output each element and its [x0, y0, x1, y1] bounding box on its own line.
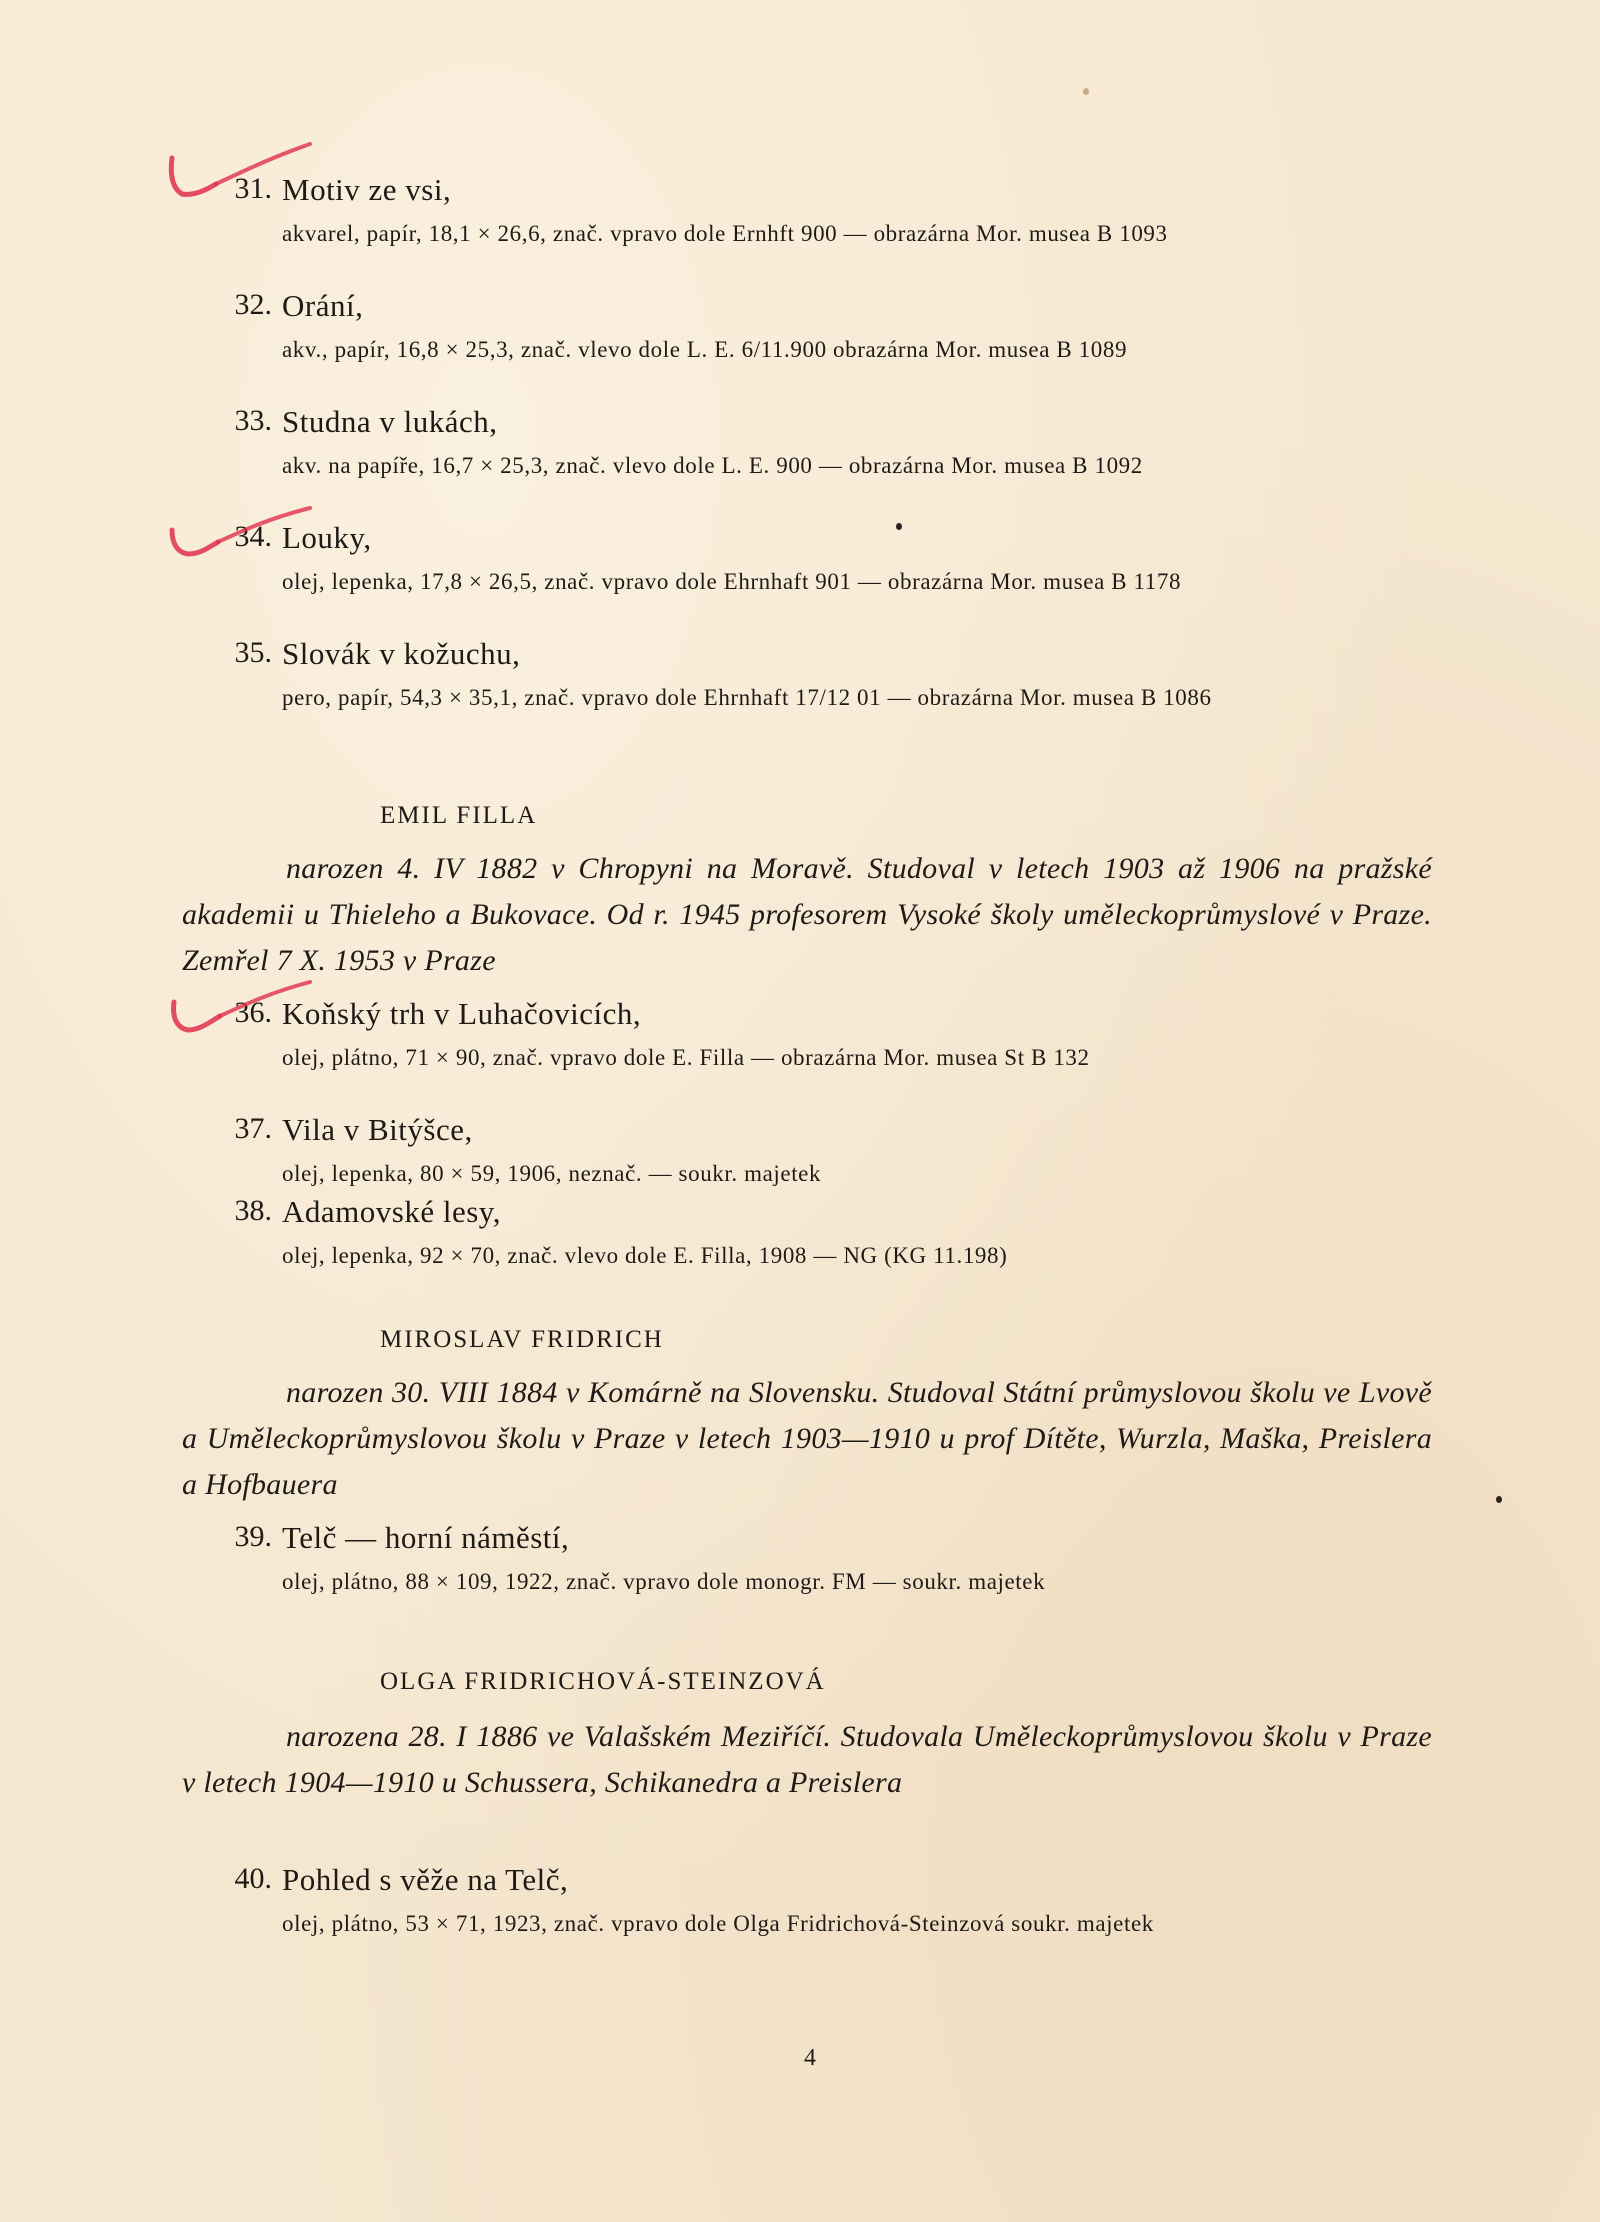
entry-description: olej, lepenka, 17,8 × 26,5, znač. vpravo dole Ehrnhaft 901 — obrazárna Mor. musea B 1178 [282, 569, 1182, 594]
entry-description: olej, lepenka, 80 × 59, 1906, neznač. — soukr. majetek [282, 1161, 822, 1186]
ink-speck [896, 523, 902, 530]
artist-name: MIROSLAV FRIDRICH [380, 1326, 664, 1353]
entry-description: olej, plátno, 71 × 90, znač. vpravo dole E. Filla — obrazárna Mor. musea St B 132 [282, 1045, 1090, 1070]
entry-number: 37. [234, 1112, 272, 1145]
entry-title: Studna v lukách, [282, 404, 498, 439]
entry-number: 40. [234, 1862, 272, 1895]
artist-biography: narozena 28. I 1886 ve Valašském Meziříčí. Studovala Uměleckoprůmyslovou školu v Praze v letech 1904—1910 u Schussera, Schikanedra a Preislera [182, 1720, 1432, 1799]
entry-description: akvarel, papír, 18,1 × 26,6, znač. vpravo dole Ernhft 900 — obrazárna Mor. musea B 1093 [282, 221, 1168, 246]
entry-title: Louky, [282, 520, 372, 555]
ink-speck [1496, 1496, 1502, 1503]
entry-number: 38. [234, 1194, 272, 1227]
artist-name: OLGA FRIDRICHOVÁ-STEINZOVÁ [380, 1668, 826, 1695]
entry-description: akv., papír, 16,8 × 25,3, znač. vlevo dole L. E. 6/11.900 obrazárna Mor. musea B 1089 [282, 337, 1128, 362]
entry-number: 35. [234, 636, 272, 669]
entry-title: Telč — horní náměstí, [282, 1520, 570, 1555]
entry-number: 34. [234, 520, 272, 553]
artist-name: EMIL FILLA [380, 802, 538, 829]
entry-number: 33. [234, 404, 272, 437]
entry-description: pero, papír, 54,3 × 35,1, znač. vpravo dole Ehrnhaft 17/12 01 — obrazárna Mor. musea B 1086 [282, 685, 1212, 710]
paper-speck [1083, 88, 1089, 95]
entry-number: 36. [234, 996, 272, 1029]
entry-title: Vila v Bitýšce, [282, 1112, 473, 1147]
entry-description: akv. na papíře, 16,7 × 25,3, znač. vlevo dole L. E. 900 — obrazárna Mor. musea B 1092 [282, 453, 1143, 478]
entry-number: 31. [234, 172, 272, 205]
artist-biography: narozen 4. IV 1882 v Chropyni na Moravě. Studoval v letech 1903 až 1906 na pražské akademii u Thieleho a Bukovace. Od r. 1945 profesorem Vysoké školy uměleckoprůmyslové v Praze. Zemřel 7 X. 1953 v Praze [182, 852, 1432, 977]
entry-title: Pohled s věže na Telč, [282, 1862, 569, 1897]
entry-title: Adamovské lesy, [282, 1194, 502, 1229]
entry-description: olej, lepenka, 92 × 70, znač. vlevo dole E. Filla, 1908 — NG (KG 11.198) [282, 1243, 1008, 1268]
entry-title: Koňský trh v Luhačovicích, [282, 996, 642, 1031]
entry-number: 39. [234, 1520, 272, 1553]
entry-title: Motiv ze vsi, [282, 172, 452, 207]
entry-number: 32. [234, 288, 272, 321]
artist-biography: narozen 30. VIII 1884 v Komárně na Slovensku. Studoval Státní průmyslovou školu ve Lvově a Uměleckoprůmyslovou školu v Praze v letech 1903—1910 u prof Dítěte, Wurzla, Maška, Preislera a Hofbauera [182, 1376, 1432, 1501]
entry-description: olej, plátno, 88 × 109, 1922, znač. vpravo dole monogr. FM — soukr. majetek [282, 1569, 1046, 1594]
entry-title: Slovák v kožuchu, [282, 636, 521, 671]
page-number: 4 [804, 2045, 816, 2071]
entry-title: Orání, [282, 288, 364, 323]
entry-description: olej, plátno, 53 × 71, 1923, znač. vpravo dole Olga Fridrichová-Steinzová soukr. majetek [282, 1911, 1154, 1936]
